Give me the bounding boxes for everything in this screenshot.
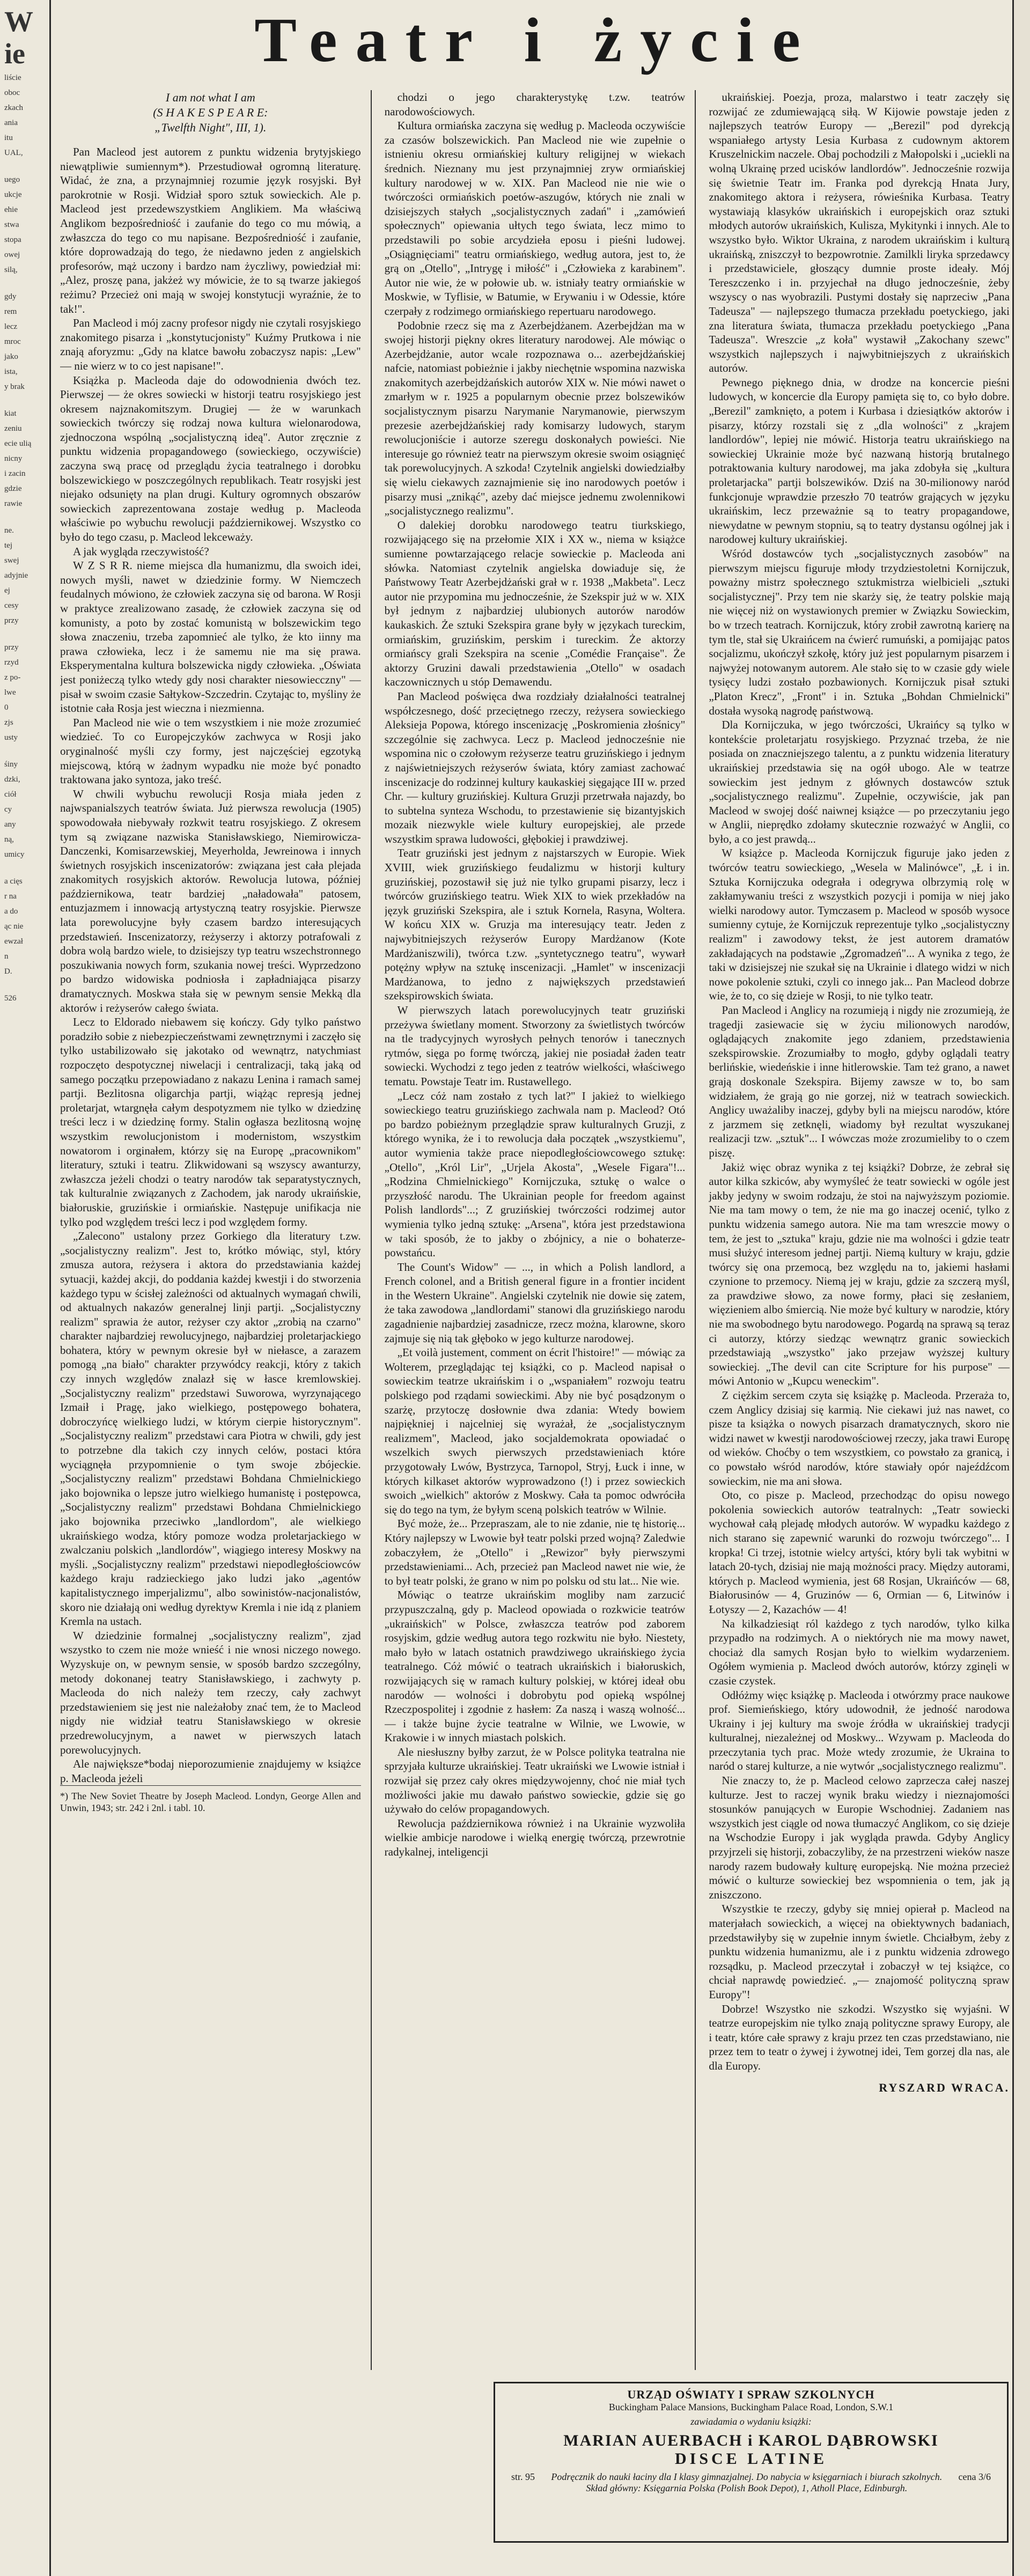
strip-fragment: zkach	[4, 104, 23, 112]
strip-fragment: tej	[4, 541, 12, 550]
strip-fragment: uego	[4, 175, 20, 184]
paragraph: Ale niesłuszny byłby zarzut, że w Polsce polityka teatralna nie sprzyjała kulturze ukraińskiej. Teatr ukraiński we Lwowie istniał i rozwijał się przez cały okres międzywojenny, choć nie miał tych możliwości jakie mu dawało państwo sowieckie, gdzie się go używało do celów propagandowych.	[384, 1745, 686, 1816]
paragraph: The Count's Widow" — ..., in which a Polish landlord, a French colonel, and a British general figure in a frontier incident in the Western Ukraine". Angielski czytelnik nie dowie się zatem, że taka zawodowa „landlordami" stanowi dla gruzińskiego narodu zagadnienie najbardziej zasadnicze, rzecz można, klarowne, skoro zajmuje się nią tak głęboko w jego kulturze narodowej.	[384, 1260, 686, 1345]
strip-fragment: stwa	[4, 220, 19, 229]
advert-authors: MARIAN AUERBACH i KAROL DĄBROWSKI	[563, 2432, 939, 2449]
paragraph: Pan Macleod i mój zacny profesor nigdy nie czytali rosyjskiego znakomitego pisarza i „konstytucjonisty" Kuźmy Prutkowa i nie znają aforyzmu: „Gdy na klatce bawołu zobaczysz napis: „Lew" — nie wierz w to co jest napisane!".	[60, 317, 361, 372]
strip-fragment: dzki,	[4, 775, 20, 784]
strip-fragment: ania	[4, 119, 18, 127]
paragraph: ukraińskiej. Poezja, proza, malarstwo i teatr zaczęły się rozwijać ze zdumiewającą siłą. W Kijowie powstaje jeden z najlepszych teatrów Europy — „Berezil" pod dyrekcją wspaniałego artysty Lesia Kurbasa z cudownym aktorem Kruszelnickim naczele. Obaj pochodzili z Małopolski i „uciekli na wolną Ukrainę przed ucisków landlordów". Jednocześnie rozwija się świetnie Teatr im. Franka pod dyrekcją Hnata Jury, znakomitego aktora i reżysera, rówieśnika Kurbasa. Teatry wystawiają klasyków ukraińskich i europejskich oraz sztuki młodych autorów ukraińskich, Kuliszа, Mykitynki i innych. Ale to wszystko było. Wiktor Ukraina, z narodem ukraińskim i kulturą ukraińską, zniszczył to bezpowrotnie. Zamilkli liryka sprzedawcy i przedstawiciele, głoszący dumnie proste ideały. Mój Tereszczenko i in. przyjechał na długo jednocześnie, żeby wszyscy o nas wyobrazili. Pustymi dostały się naprzeciw „Pana Tadeusza" — najlepszego tłumacza przekładu poetyckiego, jaki zna literatura świata, tłumacza przekładu poetyckiego „Pana Tadeusza". Wreszcie „z koła" wystawił „Zakochany szewc" wszystkich najlepszych i najwybitniejszych z ukraińskich autorów.	[709, 91, 1010, 375]
article-body	[60, 90, 1010, 2370]
paragraph: Oto, co pisze p. Macleod, przechodząc do opisu nowego pokolenia sowieckich autorów teatralnych: „Teatr sowiecki wychował całą plejadę młodych autorów. W wypadku każdego z nich starano się zapewnić warunki do rozwoju twórczego"... I kropka! Ci trzej, istotnie wielcy artyści, który byli tak wybitni w latach 20-tych, dzisiaj nie mają możności pracy. Między autorami, których p. Macleod wymienia, jest 68 Rosjan, Ukraińców — 68, Białorusinów — 4, Gruzinów — 6, Ormian — 6, Litwinów i Łotyszy — 2, Kazachów — 4!	[709, 1489, 1010, 1616]
strip-fragment: itu	[4, 134, 13, 142]
advert-book-title: DISCE LATINE	[674, 2450, 827, 2468]
paragraph: Książka p. Macleoda daje do odowodnienia dwóch tez. Pierwszej — że okres sowiecki w historji teatru rosyjskiego jest okresem najznakomitszym. Drugiej — że w warunkach sowieckich twórczy się rodzaj nowa kultura wielonarodowa, zjednoczona wspólną „socjalistyczną ideą". Autor zręcznie z punktu widzenia propagandowego (sowieckiego, oczywiście) zaczyna swą pracę od przeglądu życia teatralnego i dorobku bolszewickiego w poszczególnych republikach. Teatr rosyjski jest niejako odsunięty na plan drugi. Kultury ogromnych obszarów sowieckich zaprezentowana zostaje według p. Macleoda właściwie po wybuchu rewolucji październikowej. Wszystko co było do tego czasu, p. Macleod lekceważy.	[60, 373, 361, 544]
strip-fragment: silą,	[4, 266, 18, 274]
strip-fragment: oboc	[4, 89, 20, 97]
epigraph-line-2: (S H A K E S P E A R E:	[153, 106, 268, 119]
paragraph: Być może, że... Przepraszam, ale to nie zdanie, nie tę historię... Który najlepszy w Lwowie był teatr polski przed wojną? Zaledwie zobaczyłem, że „Otello" i „Rewizor" były pierwszymi przedstawieniami... Ach, przecież pan Macleod nawet nie wie, że to był teatr polski, że grano w nim po polsku od stu lat... Nie wie.	[384, 1517, 686, 1587]
author-signature: RYSZARD WRACA.	[879, 2080, 1010, 2094]
paragraph: A jak wygląda rzeczywistość?	[73, 544, 209, 558]
paragraph: Pan Macleod poświęca dwa rozdziały działalności teatralnej współczesnego, dość przeciętnego rzeczy, reżysera sowieckiego Aleksieja Popowa, którego inscenizację „Poskromienia złośnicy" szczególnie się zachwyca. Lecz p. Macleod jednocześnie nie wspomina nic o czołowym reżyserze teatru gruzińskiego i jednym z najświetniejszych reżyserów świata, który zamiast zachować inscenizacje do rodzinnej kultury kaukaskiej sięgające III w. przed Chr. — kultury gruzińskiej. Kultura Gruzji przetrwała najazdy, bo to subtelna synteza Wschodu, to przestawienie się bizantyjskich mozaik niezwykle wiele kultury europejskiej, ale przede wszystkim sprawa ludowości, głębokiej i prawdziwej.	[384, 689, 686, 845]
strip-fragment: i zacin	[4, 469, 26, 478]
paragraph: Z ciężkim sercem czyta się książkę p. Macleoda. Przeraża to, czem Anglicy dzisiaj się karmią. Nie ciekawi już nas nawet, co pisze ta książka o nowych pisarzach dramatycznych, skoro nie widzi nawet w kwestji narodowościowej rzeczy, jaka trawi Europę od wieków. Choćby o tem wszystkiem, co powstało za granicą, i co powstało wśród narodów, które stawiały opór najeźdźcom sowieckim, nie ma ani słowa.	[709, 1389, 1010, 1488]
strip-fragment: 0	[4, 703, 9, 712]
strip-fragment: y brak	[4, 382, 25, 391]
paragraph: O dalekiej dorobku narodowego teatru tiurkskiego, rozwijającego się na przełomie XIX i XX w., niema w książce sumienne powtarzającego relacje sowieckie p. Macleoda ani słówka. Natomiast czytelnik angielska dowiaduje się, że Państwowy Teatr Azerbejdżański grał w r. 1938 „Makbeta". Lecz autor nie przypomina mu jednocześnie, że Szekspir już w w. XIX był jednym z najbardziej ulubionych autorów narodów kaukaskich. Że sztuki Szekspira grane były w językach tureckim, ormiańskim, gruzińskim, perskim i tureckim. Że aktorzy ormiańscy grali Szekspira na scenie „Comédie Française". Że aktorzy Gruzini dawali przedstawienia „Otello" w osadach kaczownicznych u stóp Demawendu.	[384, 518, 686, 689]
strip-fragment: ewzał	[4, 937, 23, 946]
advert-page-label: str. 95	[511, 2471, 535, 2482]
paragraph: Na kilkadziesiąt ról każdego z tych narodów, tylko kilka przypadło na rodzimych. A o niektórych nie ma mowy nawet, chociaż dla samych Rosjan było to wielkim wydarzeniem. Ogółem wymienia p. Macleod dwóch autorów, którzy zginęli w czasie czystek.	[709, 1617, 1010, 1687]
column-1-paragraphs	[60, 145, 361, 1785]
right-adjacent-column-fragment	[1012, 0, 1030, 2576]
paragraph: Dla Kornijczuka, w jego twórczości, Ukraińcy są tylko w kontekście proletarjatu rosyjskiego. Przyznać trzeba, że nie posiada on znaczniejszego talentu, a z punktu widzenia literatury ukraińskiej przedstawia się na ogół ubogo. Ale w teatrze sowieckim jest jednym z głównych dostawców sztuk „socjalistycznego realizmu". Zupełnie, oczywiście, jak pan Macleod w swojej dość naiwnej książce — po przeczytaniu jego w Anglii, nieprędko zdołamy skutecznie rozważyć w Anglii, co było, a co jest prawdą...	[709, 718, 1010, 845]
strip-fragment: r na	[4, 892, 17, 901]
paragraph: W Z S R R. nieme miejsca dla humanizmu, dla swoich idei, nowych myśli, nawet w dziedzinie formy. W Niemczech feudalnych mówiono, że człowiek zaczyna się od barona. W Rosji w praktyce zrealizowano zasadę, że człowiek zaczyna się od komunisty, a poto by zostać komunistą w bolszewickim tego słowa znaczeniu, trzeba zapomnieć ale tylko, że kto iinny ma prawa człowieka, lecz i że samemu nie ma się prawa. Eksperymentalna kultura bolszewicka nigdy człowieka. „Oświata jest poniżeczą tylko wtedy gdy nosi charakter niesowiecczny" — pisał w swoim czasie Sałtykow-Szczedrin. Czytając to, myśliny że istotnie cała Rosja jest wieczna i niezmienna.	[60, 559, 361, 715]
advert-price: cena 3/6	[958, 2471, 991, 2482]
strip-fragment: D.	[4, 967, 12, 976]
strip-fragment: przy	[4, 643, 19, 652]
strip-fragment: rem	[4, 307, 17, 316]
strip-fragment: przy	[4, 616, 19, 625]
paragraph: Odłóżmy więc książkę p. Macleoda i otwórzmy prace naukowe prof. Siemieńskiego, który udowodnił, że jedność narodowa Ukrainy i jej kultury ma swoje źródła w ukraińskiej tradycji kulturalnej, niezależnej od Moskwy... Wzywam p. Macleoda do przeczytania tych prac. Może wtedy zrozumie, że Ukraina to naród o starej kulturze, a nie wytwór „socjalistycznego realizmu".	[709, 1688, 1010, 1773]
strip-fragment: ciół	[4, 790, 17, 799]
paragraph: W pierwszych latach porewolucyjnych teatr gruziński przeżywa świetlany moment. Stworzony za świetlistych twórców na tle tradycyjnych wyrosłych pełnych tenorów i tanecznych rytmów, sięga po formę twórczą, jakiej nie posiadał żaden teatr sowiecki. Wychodzi z tego jeden z teatrów wielkości, właściwego tematu. Powstaje Teatr im. Rustawellego.	[384, 1004, 686, 1088]
column-2-paragraphs	[385, 90, 686, 1859]
advertisement-box	[494, 2382, 1009, 2543]
epigraph-line-1: I am not what I am	[165, 91, 255, 104]
paragraph: Pan Macleod i Anglicy na rozumieją i nigdy nie zrozumieją, że tragedji zasiewacie się w życiu milionowych narodów, oglądających znakomite jego zdaniem, przedstawienia szekspirowskie. Zrozumiałby to mogło, gdyby oglądali teatry berlińskie, wiedeńskie i inne hitlerowskie. Tam też grano, a nawet grają doskonale Szekspira. Bijemy zawsze w to, bo sam widziałem, że grają go nie gorzej, niż w teatrach sowieckich. Anglicy uważaliby inaczej, gdyby byli na miejscu narodów, które z jarzmem się zetknęli, wiadomy był rezultat wyszukanej realizacji tzw. „sztuk"... I wówczas może zrozumieliby to o czem piszę.	[709, 1004, 1010, 1159]
strip-fragment: a cięs	[4, 877, 23, 886]
strip-fragment: ecie ulią	[4, 439, 32, 448]
article-title: Teatr i życie	[254, 5, 819, 75]
strip-fragment: lwe	[4, 688, 16, 697]
paragraph: „Et voilà justement, comment on écrit l'histoire!" — mówiąc za Wolterem, przeglądając tej książki, co p. Macleod napisał o sowieckim teatrze ukraińskim i o „wspaniałem" rozwoju teatru polskiego pod rządami sowieckimi. Aby nie być posądzonym o szarżę, przytoczę dosłownie dwa zdania: Wtedy bowiem najpiękniej i najcelniej się wyrażał, że „socjalistycznym realizmem", Macleod, jako socjaldemokrata opowiadać o wszelkich swych pierwszych przedstawieniach które przygotowały Lwów, Bystrzyca, Tarnopol, Stryj, Łuck i inne, w których kilkaset aktorów wyprowadzono (!) i przez sowieckich swoich „wielkich" aktorów z Moskwy. Cała ta pomoc odwróciła się do tego na tym, że byłym sceną polskich teatrów w Wilnie.	[384, 1346, 686, 1516]
strip-fragment: rawie	[4, 499, 23, 508]
paragraph: W dziedzinie formalnej „socjalistyczny realizm", zjad wszystko to czem nie może wnieść i nie wnosi niczego nowego. Wyzyskuje on, w pewnym sensie, w sposób bardzo szczególny, metody dokonanej teatry Stanisławskiego, i zachwyty p. Macleoda do nich należy tem rzeczy, cały zachwyt przedstawieniem się jest nie należałoby znać tem, że to Macleod nigdy nie widział teatru Stanisławskiego w okresie przedrewolucyjnym, a nawet w pierwszych latach porewolucyjnych.	[60, 1629, 361, 1756]
paragraph: „Lecz cóż nam zostało z tych lat?" I jakież to wielkiego sowieckiego teatru gruzińskiego zachwala nam p. Macleod? Otó po bardzo pobieżnym przeglądzie spraw kulturalnych Gruzji, z którego wynika, że i to rewolucja dała początek „wszystkiemu", autor wymienia także prace niepodległościowcowego sztukę: „Otello", „Król Lir", „Urjela Akosta", „Wesele Figara"!... „Rodzina Chmielnickiego" Kornijczuka, sztukę o walce o przyszłość narodu. The Ukrainian people for freedom against Polish landlords"...; Z gruzińskiej twórczości rodzimej autor wymienia tylko jedną sztukę: „Arsena", która jest przedstawiona w taki sposób, że to jakby o zbójnicy, a nie o bohaterze-powstańcu.	[384, 1089, 686, 1260]
left-adjacent-column-fragment	[0, 0, 51, 2576]
paragraph: Mówiąc o teatrze ukraińskim mogliby nam zarzucić przypuszczalną, gdy p. Macleod opowiada o rozkwicie teatrów „ukraińskich" w Polsce, zwłaszcza teatrów pod zaborem rosyjskim, gdzie według autora tego rozkwitu nie było. Niestety, mało było w latach ostatnich prawdziwego ukraińskiego życia teatralnego. Cóż mówić o teatrach ukraińskich i białoruskich, rozwijających się w ramach kultury polskiej, w której ideał obu narodów — wolności i dobrobytu pod opieką wspólnej Rzeczpospolitej i zgodnie z hasłem: Za naszą i waszą wolność... — i także bujne życie teatralne w Wilnie, we Lwowie, w Krakowie i w innych miastach polskich.	[384, 1588, 686, 1745]
article-column-3	[709, 90, 1010, 2370]
paragraph: Jakiż więc obraz wynika z tej książki? Dobrze, że zebrał się autor kilka szkiców, aby wymyśleć że teatr sowiecki w ogóle jest jakby jedyny w swoim rodzaju, że stoi na najwyższym poziomie. Nie ma tam mowy o tem, że nie ma go inaczej ocenić, tylko z punktu widzenia samego autora. Nie ma tam wreszcie mowy o tem, że jest to „sztuka" kraju, gdzie nie ma wolności i gdzie teatr musi służyć interesom jednej partji. Niemą kultury w kraju, gdzie twórcy się ona przemocą, bez względu na to, jakiemi hasłami czynione to przemocy. Niemą jej w kraju, gdzie za szczerą myśl, za prawdziwe słowo, za nowe formy, płaci się zesłaniem, więzieniem albo śmiercią. Nie może być kultury w narodzie, który nie ma swobodnego bytu narodowego. Pogardą na sprawą są teraz ci autorzy, którzy siedząc wewnątrz granic sowieckich przedstawiają „wszystko" jako przejaw wyższej kultury sowieckiej. „The devil can cite Scripture for his purpose" — mówi Antonio w „Kupcu weneckim".	[709, 1160, 1010, 1388]
advert-announcement: zawiadamia o wydaniu książki:	[690, 2416, 812, 2427]
paragraph: Podobnie rzecz się ma z Azerbejdżanem. Azerbejdżan ma w swojej historji piękny okres literatury narodowej. Ale mówiąc o Azerbejdżanie, autor wcale rozpoznawa o... azerbejdżańskiej nafcie, natomiast pobieżnie i jakby niechętnie wspomina nazwiska znakomitych azerbejdżańskich autorów XIX w. Nie mówi nawet o zmarłym w r. 1925 a popularnym obecnie przez bolszewików socjalistycznym pisarzu Narymanie Narymanowie, pierwszym prezesie azerbejdżańskiej rady komisarzy ludowych, starym rewolucjoniście i autorze szeregu doskonałych powieści. Nie interesuje go również teatr na pierwszym okresie swoim osiągnięć tak porewolucyjnych. A szkoda! Czytelnik angielski dowiedziałby się wielu ciekawych zaznajmienie się ino narodowych poetów i pisarzy musi „znikąć", azeby dać miejsce jednemu zwolennikowi „socjalistycznego realizmu".	[384, 319, 686, 518]
strip-fragment: nicny	[4, 454, 23, 463]
footnote: *) The New Soviet Theatre by Joseph Macleod. Londyn, George Allen and Unwin, 1943; str. 242 i 2nl. i tabl. 10.	[60, 1785, 361, 1814]
epigraph-line-3: „Twelfth Night", III, 1).	[154, 121, 267, 134]
paragraph: Wśród dostawców tych „socjalistycznych zasobów" na pierwszym miejscu figuruje młody trzydziestoletni Kornijczuk, poważny mistrz społecznego sztukmistrza wielbicieli „sztuki socjalistycznej". Przy tem nie skarży się, że teatry polskie mają nie więcej niż on wystawionych premier w Związku Sowieckim, bo w trzech teatrach. Kornijczuk, który zrobił zawrotną karierę na tym tle, stał się Ukraińcem na ćwierć rumuński, a pomijając patos socjalizmu, ukończył szkołę, który już jest popularnym pisarzem i najwyżej notowanym autorem. Ale stało się to w czasie gdy wiele tysięcy ludzi zostało pozbawionych. Kornijczuk pisał sztuki „Platon Krecz", „Front" i in. Sztuka „Bohdan Chmielnicki" dostała wysoką nagrodę państwową.	[709, 547, 1010, 717]
strip-fragment: z po-	[4, 673, 21, 682]
left-strip-fragments	[0, 72, 49, 1004]
advert-details-row	[495, 2468, 1007, 2494]
strip-fragment: swej	[4, 556, 19, 565]
strip-fragment: adyjnie	[4, 571, 28, 580]
strip-fragment: owej	[4, 251, 20, 259]
article-column-2	[385, 90, 696, 2370]
strip-fragment: ej	[4, 586, 10, 595]
strip-fragment: mroc	[4, 337, 21, 346]
strip-fragment: ista,	[4, 367, 18, 376]
advert-office-name: URZĄD OŚWIATY I SPRAW SZKOLNYCH	[627, 2388, 875, 2401]
paragraph: Rewolucja październikowa również i na Ukrainie wyzwoliła wielkie ambicje narodowe i wielką energię twórczą, przewrotnie radykalnej, inteligencji	[384, 1816, 686, 1859]
strip-fragment: ukcje	[4, 190, 22, 199]
paragraph: Teatr gruziński jest jednym z najstarszych w Europie. Wiek XVIII, wiek gruzińskiego feudalizmu w historji kultury gruzińskiej, pozostawił się już nie tylko grupami pisarzy, lecz i twórców gruzińskiego teatru. Wiek XIX to wiek przekładów na język gruziński Szekspira, ale i sztuk Kornela, Rasyna, Woltera. W końcu XIX w. Gruzja ma interesujący teatr. Jeden z najwybitniejszych reżyserów Europy Mardżanow (Kote Mardżaniszwili), twórca t.zw. „syntetycznego teatru", wywarł potężny wpływ na sztukę inscenizacji. „Hamlet" w inscenizacji Mardżanowa, to jedno z największych przedstawień szekspirowskich świata.	[384, 847, 686, 1003]
advert-address: Buckingham Palace Mansions, Buckingham Palace Road, London, S.W.1	[608, 2402, 894, 2412]
paragraph: Ale największe*bodaj nieporozumienie znajdujemy w książce p. Macleoda jeżeli	[60, 1757, 361, 1785]
column-3-paragraphs	[709, 90, 1010, 2073]
strip-fragment: ne.	[4, 526, 14, 535]
strip-fragment: kiat	[4, 409, 17, 418]
strip-fragment: usty	[4, 733, 18, 742]
paragraph: W książce p. Macleoda Kornijczuk figuruje jako jeden z twórców teatru sowieckiego, „Wesela w Malinówce", „Ł i in. Sztuka Kornijczuka odegrała i odegrywa olbrzymią rolę w zakłamywaniu treści z wszystkich pozycji i pomija w niej jako wielki narodowy autor. Tymczasem p. Macleod w sposób wysoce sumienny cytuje, że Kornijczuk reprezentuje tylko „socjalistyczny realizm" i zawodowy tekst, że jest autorem dramatów zakładających na podstawie „Zgromadzeń"... A wynika z tego, że taki w dzisiejszej nie szukał się na Ukrainie i dlatego widzi w nich nowe pokolenie sztuki, czyli co innego jak... Pan Macleod dobrze wie, że to, co się dzieje w Rosji, to nie tylko teatr.	[709, 847, 1010, 1003]
paragraph: Pewnego pięknego dnia, w drodze na koncercie pieśni ludowych, w koncercie dla Europy pamięta się to, co było dobre. „Berezil" zamknięto, a potem i Kurbasa i dziesiątków aktorów i pisarzy, którzy rozstali się z „dla wolności" z „krajem landlordów", lepiej nie mówić. Historja teatru ukraińskiego na sowieckiej Ukrainie może być nazwaną historją brutalnego potraktowania kultury narodowej, ma jaka zdobyła się „kultura proletarjacka" partji bolszewików. Dziś na 30-milionowy naród funkcjonuje wprawdzie przeszło 70 teatrów grających w języku ukraińskim, lecz przeważnie są to teatry propagandowe, niewydatne w pewnym stopniu, są to teatry dystansu ogólnej jak i narodowej kultury ukraińskiej.	[709, 376, 1010, 546]
advert-description: Podręcznik do nauki łaciny dla I klasy gimnazjalnej. Do nabycia w księgarniach i biurach szkolnych. Skład główny: Księgarnia Polska (Polish Book Depot), 1, Atholl Place, Edinburgh.	[551, 2471, 943, 2493]
paragraph: Pan Macleod jest autorem z punktu widzenia brytyjskiego niewątpliwie sumiennym*). Przestudiował ogromną literaturę. Widać, że zna, a przynajmniej rozumie język rosyjski. Był parokrotnie w Rosji. Widział sporo sztuk sowieckich. Ale p. Macleod jest przedewszystkiem Anglikiem. Ma właściwą Anglikom bezpośredniość i zaufanie do tego co mu mówią, a zwłaszcza do tego co mu napisane. Bezpośredniość i zaufanie, które doprowadzają do tego, że niedawno jeden z angielskich profesorów, mąż uczony i bardzo nam życzliwy, powiedział mi: „Alez, proszę pana, jakżeż wy mówicie, że to są twarze jakiegoś reżimu? Przecież oni mają w swojej konstytucji wyraźnie, że to tak!".	[60, 145, 361, 315]
strip-fragment: zjs	[4, 718, 13, 727]
epigraph	[60, 90, 361, 135]
strip-fragment: lecz	[4, 322, 18, 331]
strip-fragment: gdzie	[4, 484, 22, 493]
paragraph: Kultura ormiańska zaczyna się według p. Macleoda oczywiście za czasów bolszewickich. Pan Macleod nie wie zupełnie o istnieniu okresu ormiańskiej kultury religijnej w wiekach średnich. Nieznany mu jest przynajmniej zryw ormiańskiej kultury narodowej w w. XIX. Pan Macleod nie nie wie o twórczości ormiańskich poetów-aszugów, których nie znali w dzisiejszych stałych „socjalistycznych zadań" i „zamówień społecznych" opiewania ułtych tego świata, lecz mimo to przedstawili po sobie arcydzieła eposu i pieśni ludowej. „Osiągnięciami" teatru ormiańskiego, według autora, jest to, że grą on „Otello", „Intrygę i miłość" i „Człowieka z karabinem". Autor nie wie, że w połowie ub. w. istniały teatry ormiańskie w Moskwie, w Tyflisie, w Batumie, w Erywaniu i w Odessie, które czerpały z rodzimego ormiańskiego repertuaru narodowego.	[384, 119, 686, 318]
paragraph: Wszystkie te rzeczy, gdyby się mniej opierał p. Macleod na materjałach sowieckich, a więcej na obiektywnych badaniach, przedstawiłyby się w zupełnie innym świetle. Chciałbym, żeby z punktu widzenia humanizmu, ale i z punktu widzenia zdrowego rozsądku, p. Macleod przeczytał i zobaczył w tej książce, co chciał naprawdę powiedzieć. „— znajomość polityczną spraw Europy"!	[709, 1902, 1010, 2001]
strip-fragment: 526	[4, 994, 17, 1003]
strip-fragment: a do	[4, 907, 18, 916]
paragraph: Dobrze! Wszystko nie szkodzi. Wszystko się wyjaśni. W teatrze europejskim nie tylko znają polityczne sprawy Europy, ale i teatr, które całe sprawy z kraju przez ten czas przedstawiano, nie przez tem to teatr o żywej i żywotnej idei, Tem gorzej dla nas, ale dla Europy.	[709, 2002, 1010, 2072]
strip-fragment: liście	[4, 73, 21, 82]
paragraph: Nie znaczy to, że p. Macleod celowo zaprzecza całej naszej kulturze. Jest to raczej wynik braku wiedzy i nieznajomości stosunków panujących w Europie Wschodniej. Zadaniem nas wszystkich jest ciągle od nowa tłumaczyć Anglikom, co się dzieje na Wschodzie Europy i jak wygląda prawda. Gdyby Anglicy przyjrzeli się historji, zobaczyliby, że na przestrzeni wieków nasze narody razem budowały kulturę europejską. Nie można przecież mówić o kulturze sowieckiej bez wspomnienia o tem, jak ją zniszczono.	[709, 1774, 1010, 1901]
paragraph: chodzi o jego charakterystykę t.zw. teatrów narodowościowych.	[384, 91, 686, 118]
paragraph: W chwili wybuchu rewolucji Rosja miała jeden z najwspanialszych teatrów świata. Już pierwsza rewolucja (1905) spowodowała niebywały rozkwit teatru rosyjskiego. Z okresem tym są związane nazwiska Stanisławskiego, Niemirowicza-Danczenki, Komisarzewskiej, Meyerholda, Jewreinowa i innych świetnych rosyjskich inscenizatorów: związana jest cała plejada znakomitych rosyjskich aktorów. Rewolucja lutowa, później październikowa, teatr bardziej „naładowała" patosem, entuzjazmem i innowacją artystyczną teatry rosyjskie. Pierwsze lata porewolucyjne były czasem bardzo interesujących przedstawień. Inscenizatorzy, reżyserzy i aktorzy potrafowali z dobra wolą bardzo wiele, to dzisiejszy typ teatru wszechstronnego poszukiwania nowych form, szukania nowej treści. Wyprzedzono po bardzo widowiska podniosła i zapładniająca pisarzy dramatycznych. Moskwa stała się w pewnym sensie Mekką dla aktorów i reżyserów całego świata.	[60, 787, 361, 1014]
strip-fragment: zeniu	[4, 424, 22, 433]
strip-fragment: any	[4, 820, 16, 829]
article-title-block	[70, 0, 1003, 80]
strip-fragment: cesy	[4, 601, 19, 610]
strip-fragment: jako	[4, 352, 18, 361]
paragraph: „Zalecono" ustalony przez Gorkiego dla literatury t.zw. „socjalistyczny realizm". Jest to, krótko mówiąc, styl, który zmusza autora, reżysera i aktora do przedstawiania każdej sytuacji, każdej akcji, do poddania każdej kwestji i do stworzenia każdego typu w ścisłej zależności od aktualnych wymagań chwili, od aktualnych nakazów generalnej linji partji. „Socjalistyczny realizm" sprawia że autor, reżyser czy aktor „zrobią na czarno" charakter najbardziej rewolucyjnego, najbardziej proletarjackiego bohatera, który w pewnym okresie był w niełasce, a zarazem pomogą „na biało" charakter przywódcy reakcji, który z takich czy innych względów znalazł się w łasce kremlowskiej. „Socjalistyczny realizm" przedstawi Suworowa, wyrzynającego Izmaił i Pragę, jako wielkiego, postępowego bohatera, dobroczyńcę wielkiego ludzi, w którym cierpie historycznym". „Socjalistyczny realizm" przedstawi cara Piotra w chwili, gdy jest to potrzebne dla takich czy innych celów, postaci która wyciągnęła przypomnienie o tym swoje zbójeckie. „Socjalistyczny realizm" przedstawi Bohdana Chmielnickiego jako bojownika o lepsze jutro wielkiego humanistę i postępowca, „Socjalistyczny realizm" przedstawi Bohdana Chmielnickiego jako bojownika przeciwko „landlordom", ale wielkiego ukraińskiego wodza, który pomoze wodza proletarjackiego w zwalczaniu polskich „landlordów", wiągiego interesy Moskwy na myśli. „Socjalistyczny realizm" przedstawi niepodległościowców każdego kraju radzieckiego jako ludzi jako „agentów kapitalistycznego imperjalizmu", albo sowinistów-nacjonalistów, skoro nie działają oni według dyrektyw Kremla i nie idą z planiem Kremla na ustach.	[60, 1230, 361, 1628]
strip-fragment: rzyd	[4, 658, 19, 667]
strip-fragment: n	[4, 952, 9, 961]
strip-fragment: gdy	[4, 292, 17, 301]
strip-fragment: ną,	[4, 835, 14, 844]
paragraph: Pan Macleod nie wie o tem wszystkiem i nie może zrozumieć wiedzieć. To co Europejczyków zachwyca w Rosji jako oryginalność myśli czy formy, jest najczęściej egzotyką miejscową, którą w żadnym wypadku nie może być ponadto traktowana jako syntoza, jako treść.	[60, 716, 361, 786]
strip-fragment: stopa	[4, 235, 21, 244]
strip-fragment: umicy	[4, 850, 25, 859]
left-strip-heading: W ie	[4, 5, 33, 70]
strip-fragment: cy	[4, 805, 12, 814]
strip-fragment: ehie	[4, 205, 18, 214]
article-column-1	[60, 90, 372, 2370]
strip-fragment: UAL,	[4, 149, 23, 157]
strip-fragment: śiny	[4, 760, 18, 769]
paragraph: Lecz to Eldorado niebawem się kończy. Gdy tylko państwo poradziło sobie z niebezpieczeństwami zewnętrznymi i zaczęło się tylko ustabilizowało się jakotako od wewnątrz, natychmiast rozpoczęto despotycznej niwelacji i centralizacji, taką jaką od samego początku przepowiadano z nakazu Lenina i ramach samej partji. Bezlitosna oligarchja partji, wiążąc represją jednej proletarjat, wtargnęła całym despotyzmem nie tylko w dziedzinę treści lecz i w dziedzinę formy. Stalin ogłasza bezlitosną wojnę wszystkim rewolucjonistom i modernistom, wszystkim nowatorom i orginałem, którzy się na Europę „pracownikom" literatury, sztuki i teatru. Zlikwidowani są wszyscy awanturzy, zwłaszcza jeżeli chodzi o teatry narodów tak separatystycznych, tak kulturalnie związanych z Zachodem, jak narody ukraińskie, białoruskie, gruzińskie i ormiańskie. Następuje unifikacja nie tylko pod względem treści lecz i pod względem formy.	[60, 1015, 361, 1228]
strip-fragment: ąc nie	[4, 922, 24, 931]
